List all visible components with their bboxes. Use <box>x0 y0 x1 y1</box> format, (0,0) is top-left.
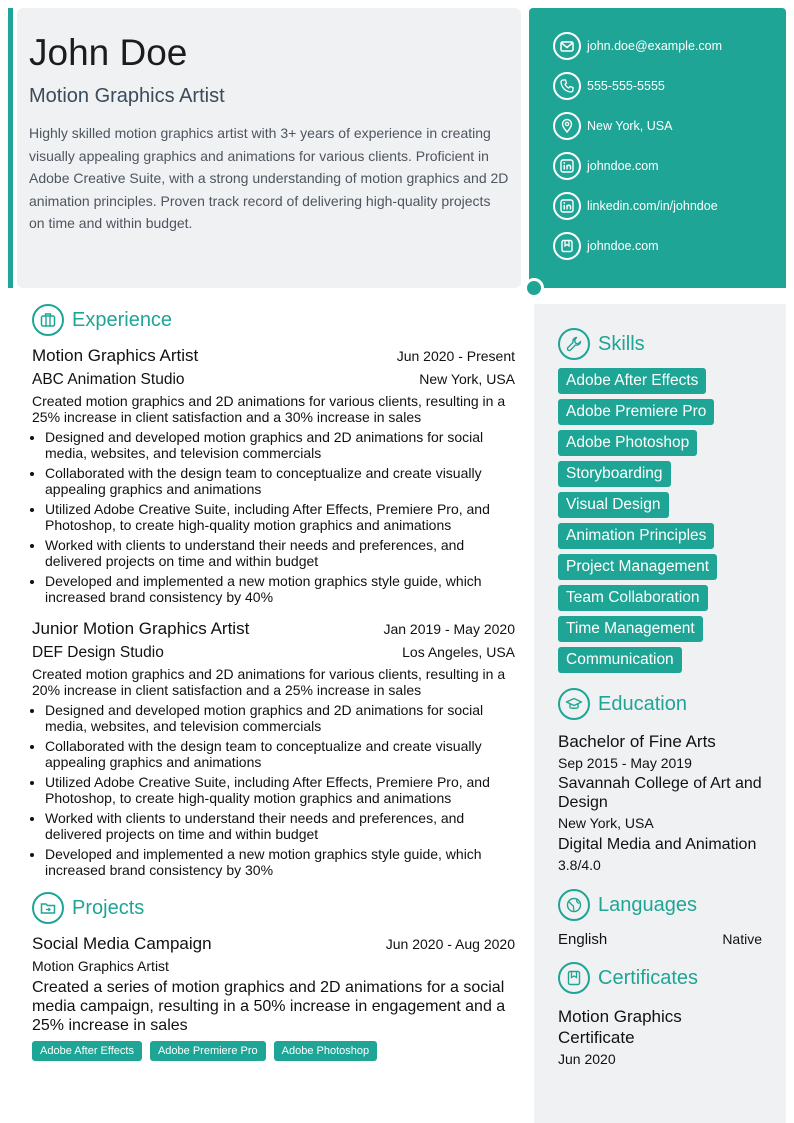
contact-phone-text: 555-555-5555 <box>587 79 665 93</box>
decorative-dot <box>524 278 544 298</box>
job-bullets <box>32 702 515 878</box>
skill-tag: Adobe After Effects <box>558 368 706 394</box>
skill-tag: Adobe Photoshop <box>558 430 697 456</box>
list-item: • Utilized Adobe Creative Suite, including After Effects, Premiere Pro, and Photoshop, to create high-quality motion graphics and animations <box>45 774 515 806</box>
job-title: Junior Motion Graphics Artist <box>32 619 250 638</box>
job-company: DEF Design Studio <box>32 644 164 661</box>
list-item: • Developed and implemented a new motion graphics style guide, which increased brand consistency by 30% <box>45 846 515 878</box>
globe-icon <box>558 889 590 921</box>
portfolio-icon <box>553 232 581 260</box>
skill-tag: Adobe Premiere Pro <box>558 399 714 425</box>
education-dates: Sep 2015 - May 2019 <box>558 755 692 771</box>
education-field: Digital Media and Animation <box>558 836 757 853</box>
education-gpa: 3.8/4.0 <box>558 857 601 873</box>
skill-tag: Time Management <box>558 616 703 642</box>
project-tag: Adobe Photoshop <box>274 1041 377 1061</box>
list-item: • Utilized Adobe Creative Suite, including After Effects, Premiere Pro, and Photoshop, to create high-quality motion graphics and animations <box>45 501 515 533</box>
job-summary: Created motion graphics and 2D animations for various clients, resulting in a 25% increase in client satisfaction and a 30% increase in sales <box>32 393 506 425</box>
skill-tag: Animation Principles <box>558 523 714 549</box>
education-title: Education <box>598 692 687 715</box>
education-degree: Bachelor of Fine Arts <box>558 732 716 751</box>
contact-portfolio-text: johndoe.com <box>587 239 659 253</box>
summary: Highly skilled motion graphics artist with 3+ years of experience in creating visually appealing graphics and animations for various clients. Proficient in Adobe Creative Suite, with a strong understanding of motion graphics and 2D animation principles. Proven track record of delivering high-quality projects on time and within budget. <box>29 125 509 231</box>
language-name: English <box>558 931 608 948</box>
project-entry <box>32 934 515 1061</box>
experience-title: Experience <box>72 308 173 331</box>
project-title: Social Media Campaign <box>32 934 212 953</box>
contact-phone[interactable] <box>553 70 786 102</box>
language-row <box>558 931 762 948</box>
email-icon <box>553 32 581 60</box>
projects-title: Projects <box>72 896 145 919</box>
job-dates: Jan 2019 - May 2020 <box>383 621 515 637</box>
contact-linkedin-text: linkedin.com/in/johndoe <box>587 199 718 213</box>
sidebar <box>534 304 786 1123</box>
skill-tag: Visual Design <box>558 492 669 518</box>
contact-website[interactable] <box>553 150 786 182</box>
contact-email-text: john.doe@example.com <box>587 39 722 53</box>
list-item: • Developed and implemented a new motion graphics style guide, which increased brand consistency by 40% <box>45 573 515 605</box>
contact-location-text: New York, USA <box>587 119 673 133</box>
skills-heading <box>558 328 762 360</box>
certificates-title: Certificates <box>598 966 699 989</box>
experience-heading <box>32 304 515 336</box>
project-dates: Jun 2020 - Aug 2020 <box>385 936 515 952</box>
education-heading <box>558 688 762 720</box>
list-item: • Collaborated with the design team to conceptualize and create visually appealing graphics and animations <box>45 465 515 497</box>
list-item: • Designed and developed motion graphics and 2D animations for social media, websites, and television commercials <box>45 429 515 461</box>
languages-heading <box>558 889 762 921</box>
job-dates: Jun 2020 - Present <box>396 348 515 364</box>
main-column <box>32 304 515 1061</box>
project-tag: Adobe Premiere Pro <box>150 1041 266 1061</box>
language-level: Native <box>722 931 762 947</box>
contact-website-text: johndoe.com <box>587 159 659 173</box>
list-item: • Worked with clients to understand their needs and preferences, and delivered projects on time and within budget <box>45 810 515 842</box>
job-company: ABC Animation Studio <box>32 371 185 388</box>
contact-email[interactable] <box>553 30 786 62</box>
location-pin-icon <box>553 112 581 140</box>
certificate-name: Motion Graphics Certificate <box>558 1007 682 1047</box>
skill-tag: Storyboarding <box>558 461 671 487</box>
projects-heading <box>32 892 515 924</box>
list-item: • Collaborated with the design team to conceptualize and create visually appealing graphics and animations <box>45 738 515 770</box>
skill-tag: Project Management <box>558 554 717 580</box>
languages-title: Languages <box>598 893 697 916</box>
list-item: • Worked with clients to understand their needs and preferences, and delivered projects on time and within budget <box>45 537 515 569</box>
wrench-icon <box>558 328 590 360</box>
project-tags <box>32 1041 515 1061</box>
certificate-icon <box>558 962 590 994</box>
job-bullets <box>32 429 515 605</box>
education-location: New York, USA <box>558 815 654 831</box>
linkedin-icon <box>553 192 581 220</box>
contact-panel <box>529 8 786 288</box>
contact-portfolio[interactable] <box>553 230 786 262</box>
linkedin-icon <box>553 152 581 180</box>
job-entry <box>32 619 515 878</box>
certificates-heading <box>558 962 762 994</box>
skill-tag: Communication <box>558 647 682 673</box>
skills-list <box>558 368 762 678</box>
header <box>17 8 521 288</box>
job-location: New York, USA <box>419 371 515 387</box>
accent-bar <box>8 8 13 288</box>
phone-icon <box>553 72 581 100</box>
candidate-title: Motion Graphics Artist <box>29 85 225 107</box>
candidate-name: John Doe <box>29 32 188 73</box>
contact-location <box>553 110 786 142</box>
briefcase-icon <box>32 304 64 336</box>
skill-tag: Team Collaboration <box>558 585 708 611</box>
contact-linkedin[interactable] <box>553 190 786 222</box>
project-description: Created a series of motion graphics and 2D animations for a social media campaign, resulting in a 50% increase in engagement and a 25% increase in sales <box>32 979 506 1034</box>
job-entry <box>32 346 515 605</box>
folder-icon <box>32 892 64 924</box>
job-summary: Created motion graphics and 2D animations for various clients, resulting in a 20% increase in client satisfaction and a 25% increase in sales <box>32 666 506 698</box>
project-role: Motion Graphics Artist <box>32 958 169 974</box>
project-tag: Adobe After Effects <box>32 1041 142 1061</box>
education-school: Savannah College of Art and Design <box>558 775 762 811</box>
certificate-date: Jun 2020 <box>558 1051 616 1067</box>
graduation-cap-icon <box>558 688 590 720</box>
job-title: Motion Graphics Artist <box>32 346 199 365</box>
list-item: • Designed and developed motion graphics and 2D animations for social media, websites, and television commercials <box>45 702 515 734</box>
job-location: Los Angeles, USA <box>402 644 515 660</box>
skills-title: Skills <box>598 332 645 355</box>
